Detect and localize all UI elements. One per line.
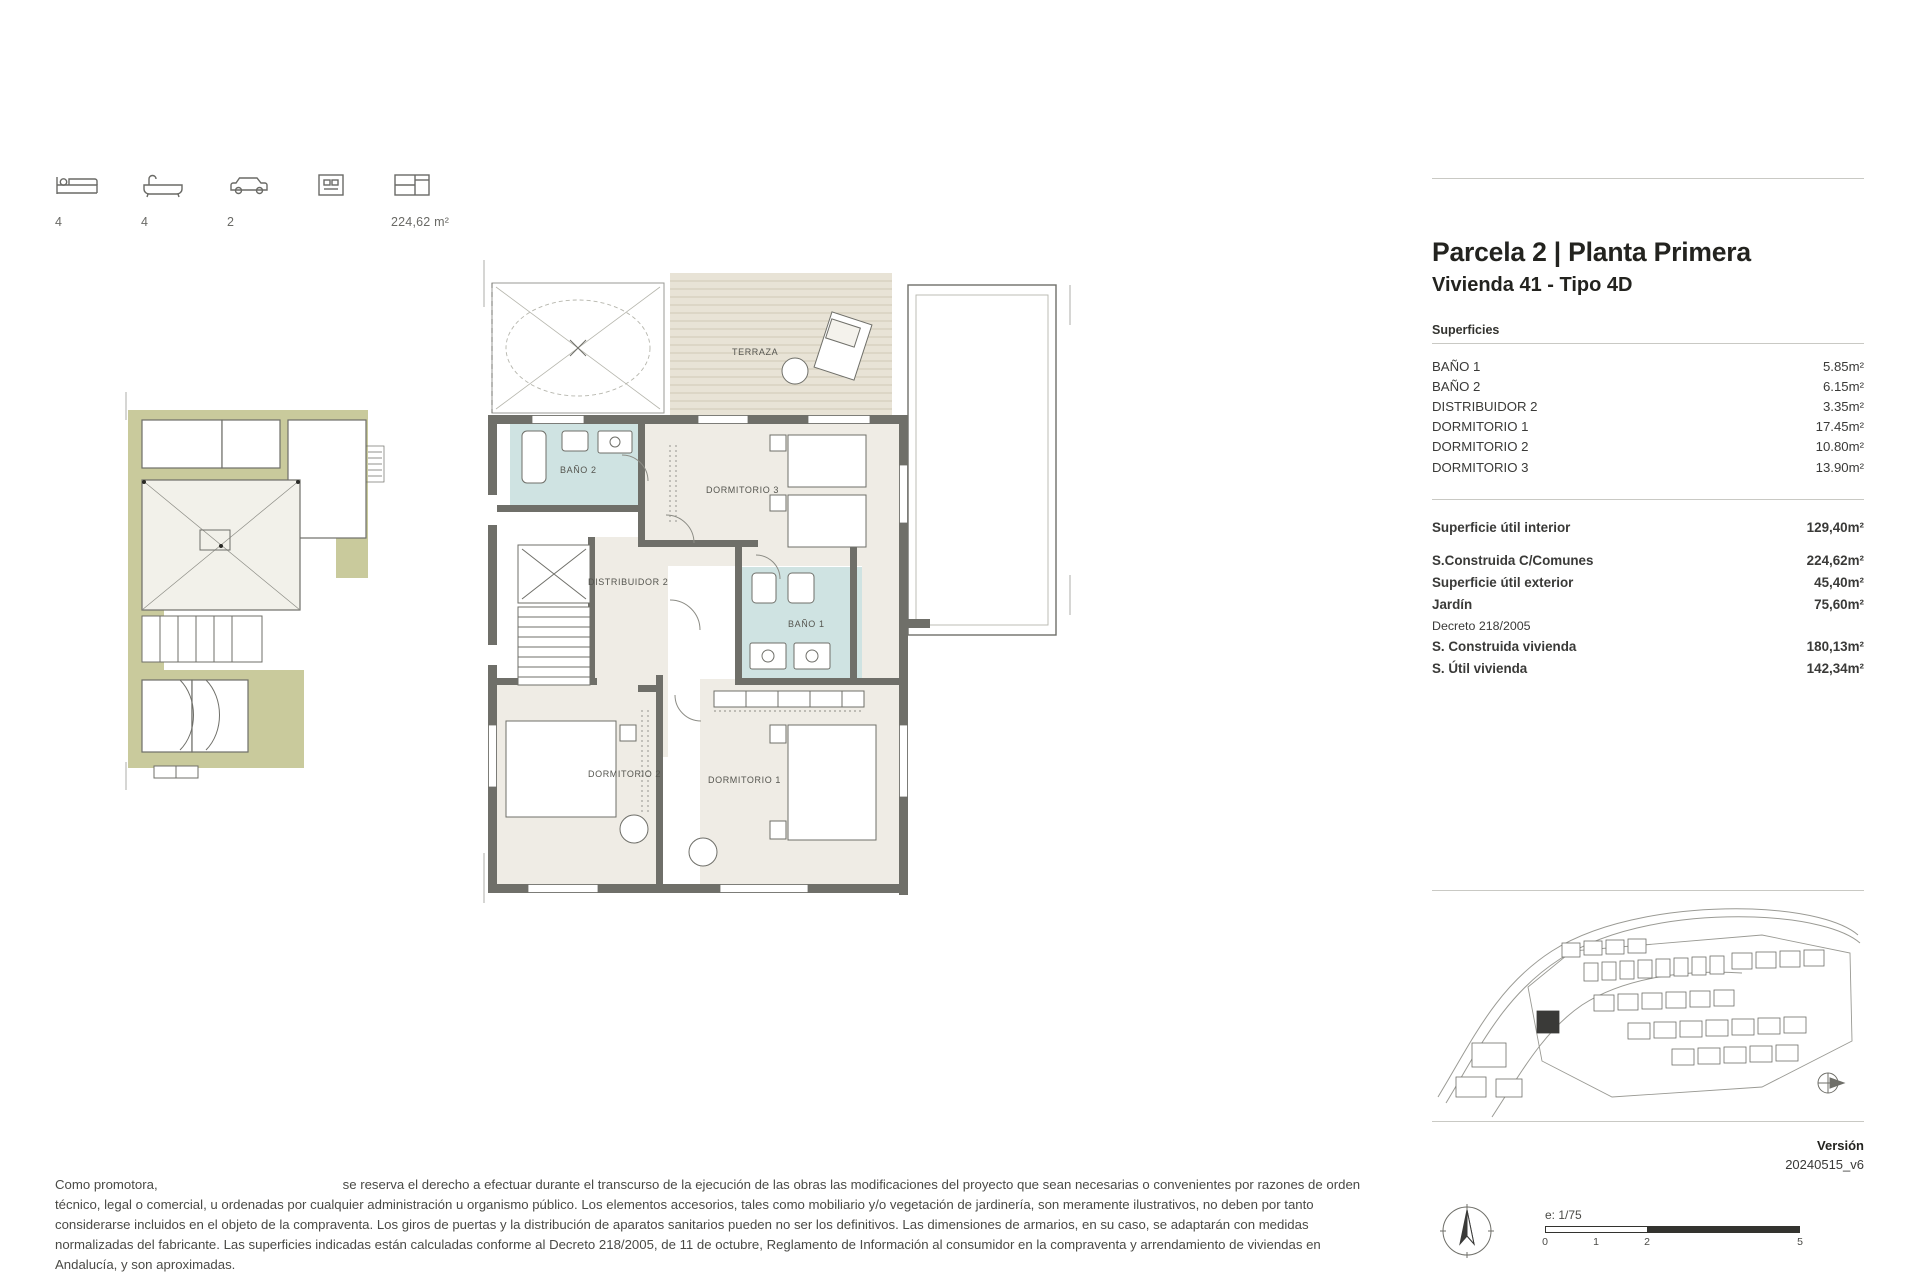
surface-value: 3.35m²: [1822, 398, 1864, 414]
compass-rose-icon: [1432, 1196, 1502, 1271]
table-row: [1432, 516, 1864, 538]
feature-parking: [227, 165, 271, 229]
panel-top-rule: [1432, 178, 1864, 179]
plan-label-dormitorio3: DORMITORIO 3: [706, 485, 780, 495]
table-row: [1432, 356, 1864, 376]
plan-label-dormitorio1: DORMITORIO 1: [708, 775, 782, 785]
feature-bedrooms: [55, 165, 99, 229]
legal-lead: Como promotora,: [55, 1177, 158, 1192]
table-row: [1432, 457, 1864, 477]
surface-value: 17.45m²: [1815, 419, 1864, 435]
property-feature-strip: [55, 165, 449, 229]
feature-storage: [313, 165, 349, 215]
total-value: [1751, 615, 1864, 636]
page-subtitle: Vivienda 41 - Tipo 4D: [1432, 274, 1633, 296]
table-row: [1432, 437, 1864, 457]
car-icon: [227, 165, 271, 205]
surface-name: BAÑO 1: [1432, 358, 1481, 374]
site-key-floorplan: [120, 380, 410, 805]
scale-tick: 5: [1797, 1236, 1803, 1248]
total-name: Jardín: [1432, 596, 1473, 612]
surface-value: 6.15m²: [1822, 378, 1864, 394]
table-row: [1432, 636, 1864, 658]
totals-table: [1432, 516, 1864, 679]
scale-bar: [1545, 1226, 1800, 1233]
surface-value: 10.80m²: [1815, 439, 1864, 455]
surface-name: DORMITORIO 3: [1432, 459, 1529, 475]
total-name: S. Útil vivienda: [1432, 661, 1528, 677]
feature-built-area: [391, 165, 449, 229]
total-name: Superficie útil interior: [1432, 519, 1571, 535]
total-value: 129,40m²: [1806, 519, 1864, 535]
surfaces-table: [1432, 356, 1864, 477]
total-name: S. Construida vivienda: [1432, 639, 1577, 655]
page-title: Parcela 2 | Planta Primera: [1432, 237, 1751, 267]
plan-label-terraza: TERRAZA: [732, 347, 779, 357]
bed-icon: [55, 165, 99, 205]
feature-bedrooms-value: 4: [55, 215, 63, 229]
version-block: [1432, 1138, 1864, 1172]
main-floorplan: [470, 255, 1090, 920]
total-value: 45,40m²: [1814, 575, 1864, 591]
storage-icon: [313, 165, 349, 205]
surface-name: DORMITORIO 1: [1432, 419, 1529, 435]
surface-value: 13.90m²: [1815, 459, 1864, 475]
plan-label-dormitorio2: DORMITORIO 2: [588, 769, 662, 779]
total-value: 142,34m²: [1806, 661, 1864, 677]
total-name: S.Construida C/Comunes: [1432, 553, 1594, 569]
scale-bar-block: [1542, 1208, 1875, 1248]
version-value: 20240515_v6: [1785, 1157, 1864, 1172]
totals-divider: [1432, 499, 1864, 500]
surface-name: DORMITORIO 2: [1432, 439, 1529, 455]
surface-name: DISTRIBUIDOR 2: [1432, 398, 1538, 414]
floorplan-icon: [391, 165, 435, 205]
scale-tick: 2: [1644, 1236, 1650, 1248]
plan-label-bano1: BAÑO 1: [788, 619, 825, 629]
total-name: Superficie útil exterior: [1432, 575, 1574, 591]
total-name: Decreto 218/2005: [1432, 618, 1531, 633]
scale-tick: 0: [1542, 1236, 1548, 1248]
plan-label-distribuidor2: DISTRIBUIDOR 2: [588, 577, 669, 587]
feature-bathrooms: [141, 165, 185, 229]
feature-parking-value: 2: [227, 215, 235, 229]
table-row: [1432, 417, 1864, 437]
plan-label-bano2: BAÑO 2: [560, 465, 597, 475]
legal-disclaimer: [55, 1175, 1375, 1275]
scale-label: e: 1/75: [1545, 1208, 1582, 1222]
version-label: Versión: [1817, 1138, 1864, 1153]
table-row: [1432, 658, 1864, 680]
info-panel: [1432, 178, 1864, 680]
table-row: [1432, 396, 1864, 416]
bathtub-icon: [141, 165, 185, 205]
total-value: 180,13m²: [1806, 639, 1864, 655]
total-value: 224,62m²: [1806, 553, 1864, 569]
table-row: [1432, 615, 1864, 636]
table-row: [1432, 376, 1864, 396]
table-row: [1432, 550, 1864, 572]
scale-tick: 1: [1593, 1236, 1599, 1248]
surface-value: 5.85m²: [1822, 358, 1864, 374]
surfaces-heading: Superficies: [1432, 323, 1864, 344]
feature-built-area-value: 224,62 m²: [391, 215, 450, 229]
feature-bathrooms-value: 4: [141, 215, 149, 229]
site-location-plan: [1432, 890, 1864, 1122]
surface-name: BAÑO 2: [1432, 378, 1481, 394]
legal-body: se reserva el derecho a efectuar durante el transcurso de la ejecución de las obras las modificaciones del proyecto que sean necesarias o convenientes por razones de orden técnico, legal o comercial, u ordenadas por cualquier administración u organismo público. Los elementos accesorios, tales como mobiliario y/o vegetación de jardinería, son meramente ilustrativos, no deben por tanto considerarse incluidos en el objeto de la compraventa. Los giros de puertas y la distribución de aparatos sanitarios pueden no ser los definitivos. Las dimensiones de armarios, en su caso, se adaptarán con medidas normalizadas del fabricante. Las superficies indicadas están calculadas conforme al Decreto 218/2005, de 11 de octubre, Reglamento de Información al consumidor en la compraventa y arrendamiento de viviendas en Andalucía, y son aproximadas.: [55, 1177, 1361, 1273]
total-value: 75,60m²: [1814, 596, 1864, 612]
table-row: [1432, 593, 1864, 615]
table-row: [1432, 572, 1864, 594]
